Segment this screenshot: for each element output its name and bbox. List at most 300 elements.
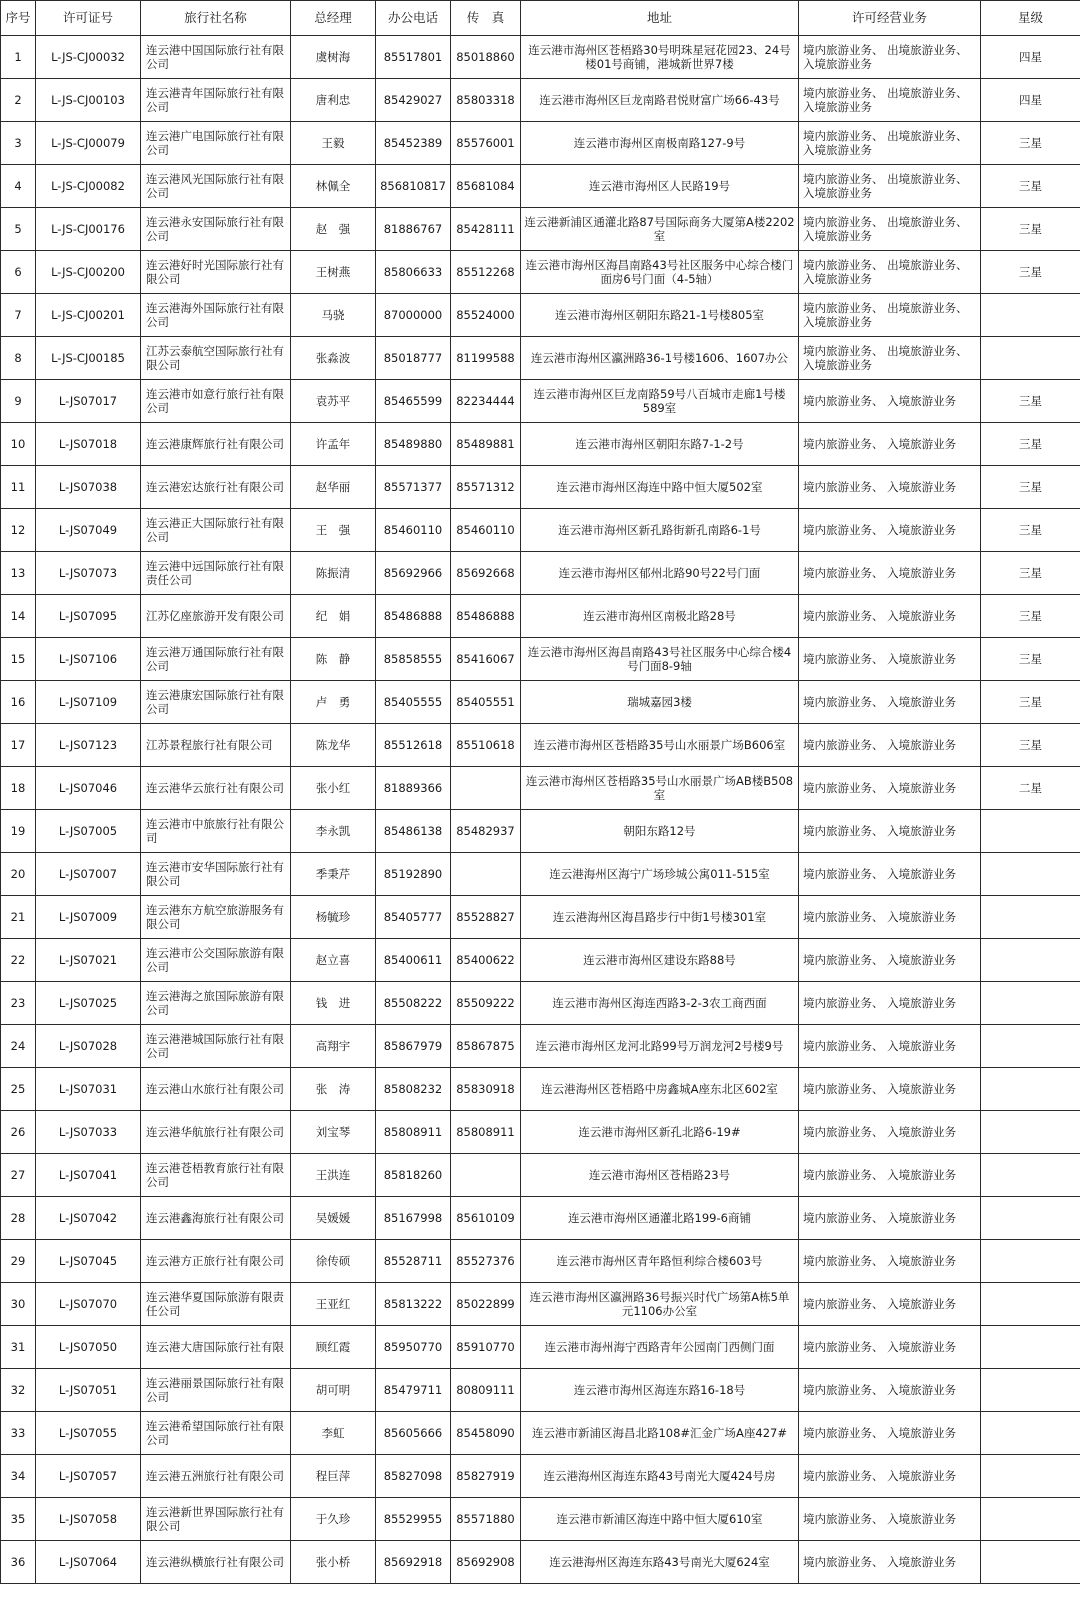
cell-address: 连云港新浦区通灌北路87号国际商务大厦第A楼2202室 <box>521 208 799 251</box>
cell-agency-name: 连云港正大国际旅行社有限公司 <box>141 509 291 552</box>
cell-address: 连云港市海州区苍梧路35号山水丽景广场B606室 <box>521 724 799 767</box>
table-row <box>1 595 1080 638</box>
cell-address: 连云港市海州区瀛洲路36-1号楼1606、1607办公 <box>521 337 799 380</box>
cell-agency-name: 连云港广电国际旅行社有限公司 <box>141 122 291 165</box>
cell-address: 连云港市海州区瀛洲路36号振兴时代广场第A栋5单元1106办公室 <box>521 1283 799 1326</box>
cell-address: 连云港市海州区新孔北路6-19# <box>521 1111 799 1154</box>
cell-business: 境内旅游业务、 出境旅游业务、 入境旅游业务 <box>799 165 981 208</box>
cell-fax <box>451 1154 521 1197</box>
cell-manager: 张小桥 <box>291 1541 376 1584</box>
cell-manager: 张小红 <box>291 767 376 810</box>
cell-license: L-JS-CJ00176 <box>36 208 141 251</box>
cell-license: L-JS07033 <box>36 1111 141 1154</box>
cell-star: 三星 <box>981 165 1080 208</box>
cell-agency-name: 连云港万通国际旅行社有限公司 <box>141 638 291 681</box>
cell-manager: 赵 强 <box>291 208 376 251</box>
cell-star <box>981 337 1080 380</box>
cell-address: 连云港市海州区朝阳东路21-1号楼805室 <box>521 294 799 337</box>
cell-agency-name: 连云港新世界国际旅行社有限公司 <box>141 1498 291 1541</box>
table-row <box>1 466 1080 509</box>
cell-agency-name: 江苏云泰航空国际旅行社有限公司 <box>141 337 291 380</box>
cell-no: 15 <box>1 638 36 681</box>
cell-agency-name: 连云港东方航空旅游服务有限公司 <box>141 896 291 939</box>
cell-business: 境内旅游业务、 出境旅游业务、 入境旅游业务 <box>799 36 981 79</box>
cell-star: 三星 <box>981 466 1080 509</box>
cell-phone: 85818260 <box>376 1154 451 1197</box>
cell-address: 连云港海州区海连东路43号南光大厦424号房 <box>521 1455 799 1498</box>
table-row <box>1 79 1080 122</box>
cell-fax <box>451 767 521 810</box>
cell-agency-name: 连云港宏达旅行社有限公司 <box>141 466 291 509</box>
cell-manager: 高翔宇 <box>291 1025 376 1068</box>
cell-business: 境内旅游业务、 入境旅游业务 <box>799 1369 981 1412</box>
cell-business: 境内旅游业务、 入境旅游业务 <box>799 595 981 638</box>
cell-business: 境内旅游业务、 入境旅游业务 <box>799 767 981 810</box>
cell-manager: 杨毓珍 <box>291 896 376 939</box>
cell-business: 境内旅游业务、 入境旅游业务 <box>799 810 981 853</box>
table-row <box>1 122 1080 165</box>
cell-license: L-JS07049 <box>36 509 141 552</box>
cell-manager: 顾红霞 <box>291 1326 376 1369</box>
cell-license: L-JS07051 <box>36 1369 141 1412</box>
cell-license: L-JS07109 <box>36 681 141 724</box>
cell-agency-name: 连云港康宏国际旅行社有限公司 <box>141 681 291 724</box>
cell-no: 12 <box>1 509 36 552</box>
table-row <box>1 853 1080 896</box>
header-cell-manager: 总经理 <box>291 1 376 36</box>
cell-address: 连云港市海州区海连东路16-18号 <box>521 1369 799 1412</box>
cell-license: L-JS07025 <box>36 982 141 1025</box>
cell-no: 36 <box>1 1541 36 1584</box>
cell-no: 35 <box>1 1498 36 1541</box>
cell-manager: 唐利忠 <box>291 79 376 122</box>
cell-star: 三星 <box>981 251 1080 294</box>
table-row <box>1 681 1080 724</box>
cell-business: 境内旅游业务、 入境旅游业务 <box>799 853 981 896</box>
cell-no: 20 <box>1 853 36 896</box>
cell-manager: 于久珍 <box>291 1498 376 1541</box>
table-row <box>1 767 1080 810</box>
cell-phone: 81889366 <box>376 767 451 810</box>
cell-agency-name: 连云港市公交国际旅游有限公司 <box>141 939 291 982</box>
cell-license: L-JS07064 <box>36 1541 141 1584</box>
cell-license: L-JS07123 <box>36 724 141 767</box>
cell-no: 29 <box>1 1240 36 1283</box>
cell-no: 26 <box>1 1111 36 1154</box>
cell-license: L-JS-CJ00103 <box>36 79 141 122</box>
cell-agency-name: 连云港华夏国际旅游有限责任公司 <box>141 1283 291 1326</box>
table-row <box>1 1369 1080 1412</box>
cell-no: 17 <box>1 724 36 767</box>
cell-fax: 85458090 <box>451 1412 521 1455</box>
cell-manager: 马骁 <box>291 294 376 337</box>
cell-agency-name: 连云港中国国际旅行社有限公司 <box>141 36 291 79</box>
cell-address: 连云港市海州区建设东路88号 <box>521 939 799 982</box>
cell-no: 13 <box>1 552 36 595</box>
header-cell-address: 地址 <box>521 1 799 36</box>
cell-star <box>981 1412 1080 1455</box>
cell-business: 境内旅游业务、 入境旅游业务 <box>799 1283 981 1326</box>
cell-business: 境内旅游业务、 入境旅游业务 <box>799 1068 981 1111</box>
cell-manager: 王洪连 <box>291 1154 376 1197</box>
cell-license: L-JS-CJ00082 <box>36 165 141 208</box>
cell-business: 境内旅游业务、 入境旅游业务 <box>799 982 981 1025</box>
cell-agency-name: 连云港市安华国际旅行社有限公司 <box>141 853 291 896</box>
header-cell-license: 许可证号 <box>36 1 141 36</box>
cell-star: 四星 <box>981 79 1080 122</box>
cell-agency-name: 连云港海外国际旅行社有限公司 <box>141 294 291 337</box>
table-row <box>1 1197 1080 1240</box>
cell-address: 连云港市海州区新孔路街新孔南路6-1号 <box>521 509 799 552</box>
cell-no: 1 <box>1 36 36 79</box>
cell-no: 21 <box>1 896 36 939</box>
cell-phone: 85486138 <box>376 810 451 853</box>
cell-manager: 张 涛 <box>291 1068 376 1111</box>
cell-phone: 85950770 <box>376 1326 451 1369</box>
header-cell-no: 序号 <box>1 1 36 36</box>
cell-fax: 85576001 <box>451 122 521 165</box>
table-row <box>1 1455 1080 1498</box>
cell-manager: 纪 娟 <box>291 595 376 638</box>
cell-agency-name: 连云港希望国际旅行社有限公司 <box>141 1412 291 1455</box>
cell-license: L-JS07045 <box>36 1240 141 1283</box>
cell-license: L-JS07005 <box>36 810 141 853</box>
cell-business: 境内旅游业务、 入境旅游业务 <box>799 509 981 552</box>
table-row <box>1 509 1080 552</box>
cell-agency-name: 连云港中远国际旅行社有限责任公司 <box>141 552 291 595</box>
cell-phone: 85806633 <box>376 251 451 294</box>
cell-business: 境内旅游业务、 出境旅游业务、 入境旅游业务 <box>799 294 981 337</box>
cell-manager: 李永凯 <box>291 810 376 853</box>
cell-license: L-JS07046 <box>36 767 141 810</box>
cell-manager: 钱 进 <box>291 982 376 1025</box>
cell-license: L-JS07095 <box>36 595 141 638</box>
cell-manager: 王毅 <box>291 122 376 165</box>
cell-manager: 林佩全 <box>291 165 376 208</box>
cell-business: 境内旅游业务、 出境旅游业务、 入境旅游业务 <box>799 208 981 251</box>
cell-manager: 李虹 <box>291 1412 376 1455</box>
cell-address: 连云港市海州区巨龙南路君悦财富广场66-43号 <box>521 79 799 122</box>
cell-no: 33 <box>1 1412 36 1455</box>
cell-fax: 85482937 <box>451 810 521 853</box>
cell-no: 4 <box>1 165 36 208</box>
cell-manager: 虞树海 <box>291 36 376 79</box>
cell-agency-name: 连云港大唐国际旅行社有限 <box>141 1326 291 1369</box>
cell-address: 连云港市新浦区海昌北路108#汇金广场A座427# <box>521 1412 799 1455</box>
cell-business: 境内旅游业务、 入境旅游业务 <box>799 1326 981 1369</box>
table-row <box>1 165 1080 208</box>
cell-address: 连云港市海州区海昌南路43号社区服务中心综合楼4号门面8-9轴 <box>521 638 799 681</box>
cell-license: L-JS07106 <box>36 638 141 681</box>
cell-address: 连云港市海州区苍梧路30号明珠星冠花园23、24号楼01号商铺，港城新世界7楼 <box>521 36 799 79</box>
cell-phone: 85508222 <box>376 982 451 1025</box>
table-row <box>1 552 1080 595</box>
cell-star <box>981 1326 1080 1369</box>
cell-agency-name: 连云港方正旅行社有限公司 <box>141 1240 291 1283</box>
cell-star <box>981 810 1080 853</box>
cell-no: 25 <box>1 1068 36 1111</box>
cell-fax: 85910770 <box>451 1326 521 1369</box>
table-row <box>1 810 1080 853</box>
cell-address: 朝阳东路12号 <box>521 810 799 853</box>
cell-star: 三星 <box>981 208 1080 251</box>
cell-license: L-JS07073 <box>36 552 141 595</box>
cell-no: 14 <box>1 595 36 638</box>
cell-fax: 85486888 <box>451 595 521 638</box>
cell-agency-name: 连云港风光国际旅行社有限公司 <box>141 165 291 208</box>
cell-star <box>981 1197 1080 1240</box>
cell-license: L-JS-CJ00201 <box>36 294 141 337</box>
cell-star <box>981 1068 1080 1111</box>
cell-star <box>981 1240 1080 1283</box>
cell-phone: 85605666 <box>376 1412 451 1455</box>
cell-address: 瑞城嘉园3楼 <box>521 681 799 724</box>
table-row <box>1 1025 1080 1068</box>
cell-phone: 87000000 <box>376 294 451 337</box>
cell-no: 24 <box>1 1025 36 1068</box>
cell-phone: 85813222 <box>376 1283 451 1326</box>
cell-star: 四星 <box>981 36 1080 79</box>
table-row <box>1 1283 1080 1326</box>
cell-fax: 81199588 <box>451 337 521 380</box>
cell-phone: 85692966 <box>376 552 451 595</box>
cell-address: 连云港市海州区海连西路3-2-3农工商西面 <box>521 982 799 1025</box>
cell-license: L-JS07028 <box>36 1025 141 1068</box>
cell-star <box>981 1498 1080 1541</box>
cell-address: 连云港市海州区海昌南路43号社区服务中心综合楼门面房6号门面（4-5轴） <box>521 251 799 294</box>
cell-fax: 85512268 <box>451 251 521 294</box>
cell-star: 二星 <box>981 767 1080 810</box>
cell-no: 18 <box>1 767 36 810</box>
cell-fax: 82234444 <box>451 380 521 423</box>
cell-address: 连云港市海州区海连中路中恒大厦502室 <box>521 466 799 509</box>
cell-phone: 85808232 <box>376 1068 451 1111</box>
cell-fax: 85416067 <box>451 638 521 681</box>
cell-address: 连云港市海州区人民路19号 <box>521 165 799 208</box>
cell-no: 30 <box>1 1283 36 1326</box>
cell-address: 连云港市海州区南极北路28号 <box>521 595 799 638</box>
header-cell-fax: 传 真 <box>451 1 521 36</box>
table-row <box>1 724 1080 767</box>
cell-agency-name: 连云港华航旅行社有限公司 <box>141 1111 291 1154</box>
cell-fax: 85571880 <box>451 1498 521 1541</box>
cell-fax: 85867875 <box>451 1025 521 1068</box>
cell-phone: 85489880 <box>376 423 451 466</box>
cell-star: 三星 <box>981 681 1080 724</box>
cell-no: 8 <box>1 337 36 380</box>
table-row <box>1 638 1080 681</box>
cell-fax: 85803318 <box>451 79 521 122</box>
cell-license: L-JS07018 <box>36 423 141 466</box>
cell-license: L-JS07050 <box>36 1326 141 1369</box>
cell-star: 三星 <box>981 509 1080 552</box>
cell-fax: 85681084 <box>451 165 521 208</box>
cell-phone: 85808911 <box>376 1111 451 1154</box>
cell-phone: 85867979 <box>376 1025 451 1068</box>
table-row <box>1 939 1080 982</box>
cell-business: 境内旅游业务、 入境旅游业务 <box>799 1111 981 1154</box>
cell-address: 连云港海州区海宁广场珍城公寓011-515室 <box>521 853 799 896</box>
cell-star <box>981 1369 1080 1412</box>
cell-agency-name: 连云港鑫海旅行社有限公司 <box>141 1197 291 1240</box>
cell-fax: 85524000 <box>451 294 521 337</box>
cell-phone: 85192890 <box>376 853 451 896</box>
cell-agency-name: 连云港青年国际旅行社有限公司 <box>141 79 291 122</box>
cell-business: 境内旅游业务、 入境旅游业务 <box>799 1498 981 1541</box>
cell-star: 三星 <box>981 595 1080 638</box>
cell-manager: 陈龙华 <box>291 724 376 767</box>
cell-no: 19 <box>1 810 36 853</box>
table-row <box>1 380 1080 423</box>
cell-manager: 王 强 <box>291 509 376 552</box>
cell-phone: 85452389 <box>376 122 451 165</box>
cell-license: L-JS07038 <box>36 466 141 509</box>
header-cell-name: 旅行社名称 <box>141 1 291 36</box>
cell-manager: 袁苏平 <box>291 380 376 423</box>
cell-license: L-JS07058 <box>36 1498 141 1541</box>
cell-fax: 85528827 <box>451 896 521 939</box>
cell-fax: 85509222 <box>451 982 521 1025</box>
cell-business: 境内旅游业务、 出境旅游业务、 入境旅游业务 <box>799 122 981 165</box>
cell-business: 境内旅游业务、 入境旅游业务 <box>799 896 981 939</box>
cell-business: 境内旅游业务、 出境旅游业务、 入境旅游业务 <box>799 79 981 122</box>
cell-agency-name: 连云港好时光国际旅行社有限公司 <box>141 251 291 294</box>
cell-fax: 85510618 <box>451 724 521 767</box>
cell-no: 32 <box>1 1369 36 1412</box>
cell-fax: 85527376 <box>451 1240 521 1283</box>
cell-phone: 85405777 <box>376 896 451 939</box>
cell-phone: 85571377 <box>376 466 451 509</box>
cell-star <box>981 853 1080 896</box>
cell-star: 三星 <box>981 423 1080 466</box>
cell-business: 境内旅游业务、 入境旅游业务 <box>799 1025 981 1068</box>
cell-manager: 赵华丽 <box>291 466 376 509</box>
cell-star <box>981 1025 1080 1068</box>
table-row <box>1 1541 1080 1584</box>
cell-address: 连云港市海州区苍梧路35号山水丽景广场AB楼B508室 <box>521 767 799 810</box>
table-row <box>1 1498 1080 1541</box>
cell-address: 连云港市海州区龙河北路99号万润龙河2号楼9号 <box>521 1025 799 1068</box>
cell-address: 连云港市海州区郁州北路90号22号门面 <box>521 552 799 595</box>
cell-star: 三星 <box>981 638 1080 681</box>
cell-no: 9 <box>1 380 36 423</box>
cell-manager: 程巨萍 <box>291 1455 376 1498</box>
cell-address: 连云港市海州海宁西路青年公园南门西侧门面 <box>521 1326 799 1369</box>
cell-address: 连云港市海州区南极南路127-9号 <box>521 122 799 165</box>
cell-no: 2 <box>1 79 36 122</box>
cell-business: 境内旅游业务、 入境旅游业务 <box>799 1240 981 1283</box>
cell-star <box>981 1111 1080 1154</box>
cell-no: 23 <box>1 982 36 1025</box>
cell-no: 31 <box>1 1326 36 1369</box>
cell-phone: 85827098 <box>376 1455 451 1498</box>
cell-business: 境内旅游业务、 入境旅游业务 <box>799 724 981 767</box>
cell-star <box>981 1541 1080 1584</box>
header-row <box>1 1 1080 36</box>
cell-fax: 85428111 <box>451 208 521 251</box>
cell-phone: 85479711 <box>376 1369 451 1412</box>
cell-fax: 85022899 <box>451 1283 521 1326</box>
table-row <box>1 1412 1080 1455</box>
cell-business: 境内旅游业务、 入境旅游业务 <box>799 380 981 423</box>
cell-license: L-JS07031 <box>36 1068 141 1111</box>
cell-agency-name: 连云港苍梧教育旅行社有限公司 <box>141 1154 291 1197</box>
cell-phone: 85460110 <box>376 509 451 552</box>
cell-manager: 陈 静 <box>291 638 376 681</box>
cell-address: 连云港市海州区巨龙南路59号八百城市走廊1号楼589室 <box>521 380 799 423</box>
header-cell-star: 星级 <box>981 1 1080 36</box>
cell-manager: 赵立喜 <box>291 939 376 982</box>
cell-agency-name: 江苏亿座旅游开发有限公司 <box>141 595 291 638</box>
cell-star: 三星 <box>981 724 1080 767</box>
cell-phone: 85405555 <box>376 681 451 724</box>
cell-address: 连云港市海州区苍梧路23号 <box>521 1154 799 1197</box>
cell-business: 境内旅游业务、 入境旅游业务 <box>799 1541 981 1584</box>
cell-license: L-JS07007 <box>36 853 141 896</box>
cell-manager: 卢 勇 <box>291 681 376 724</box>
cell-fax: 85400622 <box>451 939 521 982</box>
cell-business: 境内旅游业务、 入境旅游业务 <box>799 939 981 982</box>
cell-fax: 85405551 <box>451 681 521 724</box>
cell-fax: 85460110 <box>451 509 521 552</box>
table-row <box>1 36 1080 79</box>
cell-agency-name: 连云港港城国际旅行社有限公司 <box>141 1025 291 1068</box>
cell-no: 22 <box>1 939 36 982</box>
cell-no: 3 <box>1 122 36 165</box>
cell-no: 34 <box>1 1455 36 1498</box>
cell-agency-name: 连云港市中旅旅行社有限公司 <box>141 810 291 853</box>
cell-no: 6 <box>1 251 36 294</box>
cell-manager: 陈振清 <box>291 552 376 595</box>
cell-manager: 张淼波 <box>291 337 376 380</box>
cell-manager: 徐传硕 <box>291 1240 376 1283</box>
cell-no: 5 <box>1 208 36 251</box>
cell-phone: 85486888 <box>376 595 451 638</box>
cell-phone: 85429027 <box>376 79 451 122</box>
cell-phone: 85512618 <box>376 724 451 767</box>
cell-address: 连云港海州区海昌路步行中街1号楼301室 <box>521 896 799 939</box>
cell-license: L-JS-CJ00185 <box>36 337 141 380</box>
cell-phone: 85517801 <box>376 36 451 79</box>
cell-star <box>981 1455 1080 1498</box>
cell-agency-name: 连云港永安国际旅行社有限公司 <box>141 208 291 251</box>
cell-fax <box>451 853 521 896</box>
cell-manager: 吴媛媛 <box>291 1197 376 1240</box>
table-row <box>1 294 1080 337</box>
cell-fax: 85830918 <box>451 1068 521 1111</box>
cell-address: 连云港市新浦区海连中路中恒大厦610室 <box>521 1498 799 1541</box>
cell-business: 境内旅游业务、 入境旅游业务 <box>799 1412 981 1455</box>
cell-phone: 85167998 <box>376 1197 451 1240</box>
table-row <box>1 896 1080 939</box>
cell-business: 境内旅游业务、 入境旅游业务 <box>799 466 981 509</box>
cell-fax: 80809111 <box>451 1369 521 1412</box>
cell-business: 境内旅游业务、 入境旅游业务 <box>799 1455 981 1498</box>
cell-manager: 刘宝琴 <box>291 1111 376 1154</box>
cell-agency-name: 连云港华云旅行社有限公司 <box>141 767 291 810</box>
cell-business: 境内旅游业务、 入境旅游业务 <box>799 638 981 681</box>
table-row <box>1 251 1080 294</box>
cell-business: 境内旅游业务、 入境旅游业务 <box>799 681 981 724</box>
header-cell-business: 许可经营业务 <box>799 1 981 36</box>
cell-no: 28 <box>1 1197 36 1240</box>
cell-license: L-JS-CJ00079 <box>36 122 141 165</box>
cell-business: 境内旅游业务、 入境旅游业务 <box>799 552 981 595</box>
cell-agency-name: 江苏景程旅行社有限公司 <box>141 724 291 767</box>
cell-fax: 85692908 <box>451 1541 521 1584</box>
cell-fax: 85489881 <box>451 423 521 466</box>
cell-manager: 季秉芹 <box>291 853 376 896</box>
